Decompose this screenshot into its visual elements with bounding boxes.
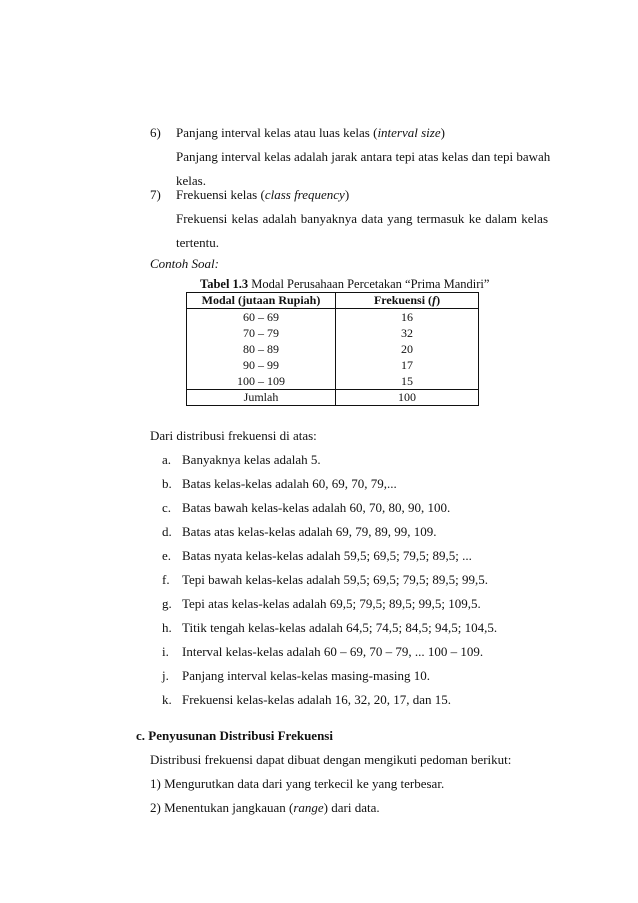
- step-term: range: [293, 800, 324, 815]
- total-value: 100: [336, 390, 479, 406]
- table-cell: 16: [401, 310, 413, 324]
- column-header-modal: Modal (jutaan Rupiah): [187, 293, 336, 309]
- table-cell: 32: [401, 326, 413, 340]
- list-item: Batas kelas-kelas adalah 60, 69, 70, 79,...: [182, 476, 397, 491]
- frequency-column-cells: [336, 309, 479, 390]
- item-title: [176, 187, 349, 203]
- header-text: Frekuensi (: [373, 293, 433, 307]
- list-item: Batas nyata kelas-kelas adalah 59,5; 69,5; 79,5; 89,5; ...: [182, 548, 472, 563]
- list-letter: d.: [162, 524, 172, 539]
- item-title-text: Panjang interval kelas atau luas kelas (: [176, 125, 378, 140]
- item-title-term: interval size: [377, 125, 441, 140]
- list-letter: j.: [162, 668, 169, 683]
- list-letter: i.: [162, 644, 169, 659]
- list-letter: b.: [162, 476, 172, 491]
- list-item: Tepi atas kelas-kelas adalah 69,5; 79,5; 89,5; 99,5; 109,5.: [182, 596, 481, 611]
- list-letter: c.: [162, 500, 172, 515]
- step-item: [150, 800, 380, 816]
- item-title-term: class frequency: [264, 187, 345, 202]
- list-letter: e.: [162, 548, 172, 563]
- table-header-row: [187, 293, 479, 309]
- table-cell: 15: [401, 374, 413, 388]
- example-label: Contoh Soal:: [150, 256, 219, 271]
- item-body-line: tertentu.: [176, 235, 219, 250]
- frequency-table: [186, 292, 479, 406]
- table-cell: 60 – 69: [243, 310, 279, 324]
- section-heading: c. Penyusunan Distribusi Frekuensi: [136, 728, 333, 743]
- table-cell: 70 – 79: [243, 326, 279, 340]
- item-body-line: Frekuensi kelas adalah banyaknya data yang termasuk ke dalam kelas: [176, 211, 548, 226]
- table-total-row: [187, 390, 479, 406]
- list-item: Panjang interval kelas-kelas masing-masing 10.: [182, 668, 431, 683]
- table-body: [187, 309, 479, 390]
- list-item: Titik tengah kelas-kelas adalah 64,5; 74,5; 84,5; 94,5; 104,5.: [182, 620, 498, 635]
- item-title-text: ): [440, 125, 445, 140]
- table-cell: 100 – 109: [237, 374, 285, 388]
- item-number: 6): [150, 125, 161, 140]
- table-cell: 90 – 99: [243, 358, 279, 372]
- list-item: Batas atas kelas-kelas adalah 69, 79, 89, 99, 109.: [182, 524, 437, 539]
- step-item: 1) Mengurutkan data dari yang terkecil ke yang terbesar.: [150, 776, 445, 791]
- table-cell: 20: [401, 342, 413, 356]
- table-caption-text: Modal Perusahaan Percetakan “Prima Mandiri”: [248, 277, 490, 291]
- item-title-text: ): [344, 187, 350, 202]
- list-item: Interval kelas-kelas adalah 60 – 69, 70 – 79, ... 100 – 109.: [182, 644, 484, 659]
- item-body-line: kelas.: [176, 173, 206, 188]
- list-letter: k.: [162, 692, 172, 707]
- step-text: ) dari data.: [323, 800, 380, 815]
- section-intro: Distribusi frekuensi dapat dibuat dengan mengikuti pedoman berikut:: [150, 752, 512, 767]
- list-letter: g.: [162, 596, 172, 611]
- table-caption: [200, 276, 489, 292]
- header-text: ): [436, 293, 441, 307]
- header-symbol: f: [432, 293, 437, 307]
- list-item: Batas bawah kelas-kelas adalah 60, 70, 80, 90, 100.: [182, 500, 451, 515]
- list-intro: Dari distribusi frekuensi di atas:: [150, 428, 317, 443]
- item-title: [176, 125, 445, 141]
- list-letter: f.: [162, 572, 170, 587]
- list-item: Frekuensi kelas-kelas adalah 16, 32, 20, 17, dan 15.: [182, 692, 451, 707]
- item-body-line: Panjang interval kelas adalah jarak antara tepi atas kelas dan tepi bawah: [176, 149, 551, 164]
- table-caption-number: Tabel 1.3: [200, 277, 249, 291]
- item-title-text: Frekuensi kelas (: [176, 187, 265, 202]
- item-number: 7): [150, 187, 161, 202]
- step-text: 2) Menentukan jangkauan (: [150, 800, 294, 815]
- total-label: Jumlah: [187, 390, 336, 406]
- modal-column-cells: [187, 309, 336, 390]
- table-cell: 80 – 89: [243, 342, 279, 356]
- list-letter: h.: [162, 620, 172, 635]
- list-item: Tepi bawah kelas-kelas adalah 59,5; 69,5; 79,5; 89,5; 99,5.: [182, 572, 488, 587]
- column-header-frequency: [336, 293, 479, 309]
- table-cell: 17: [401, 358, 413, 372]
- list-letter: a.: [162, 452, 172, 467]
- list-item: Banyaknya kelas adalah 5.: [182, 452, 321, 467]
